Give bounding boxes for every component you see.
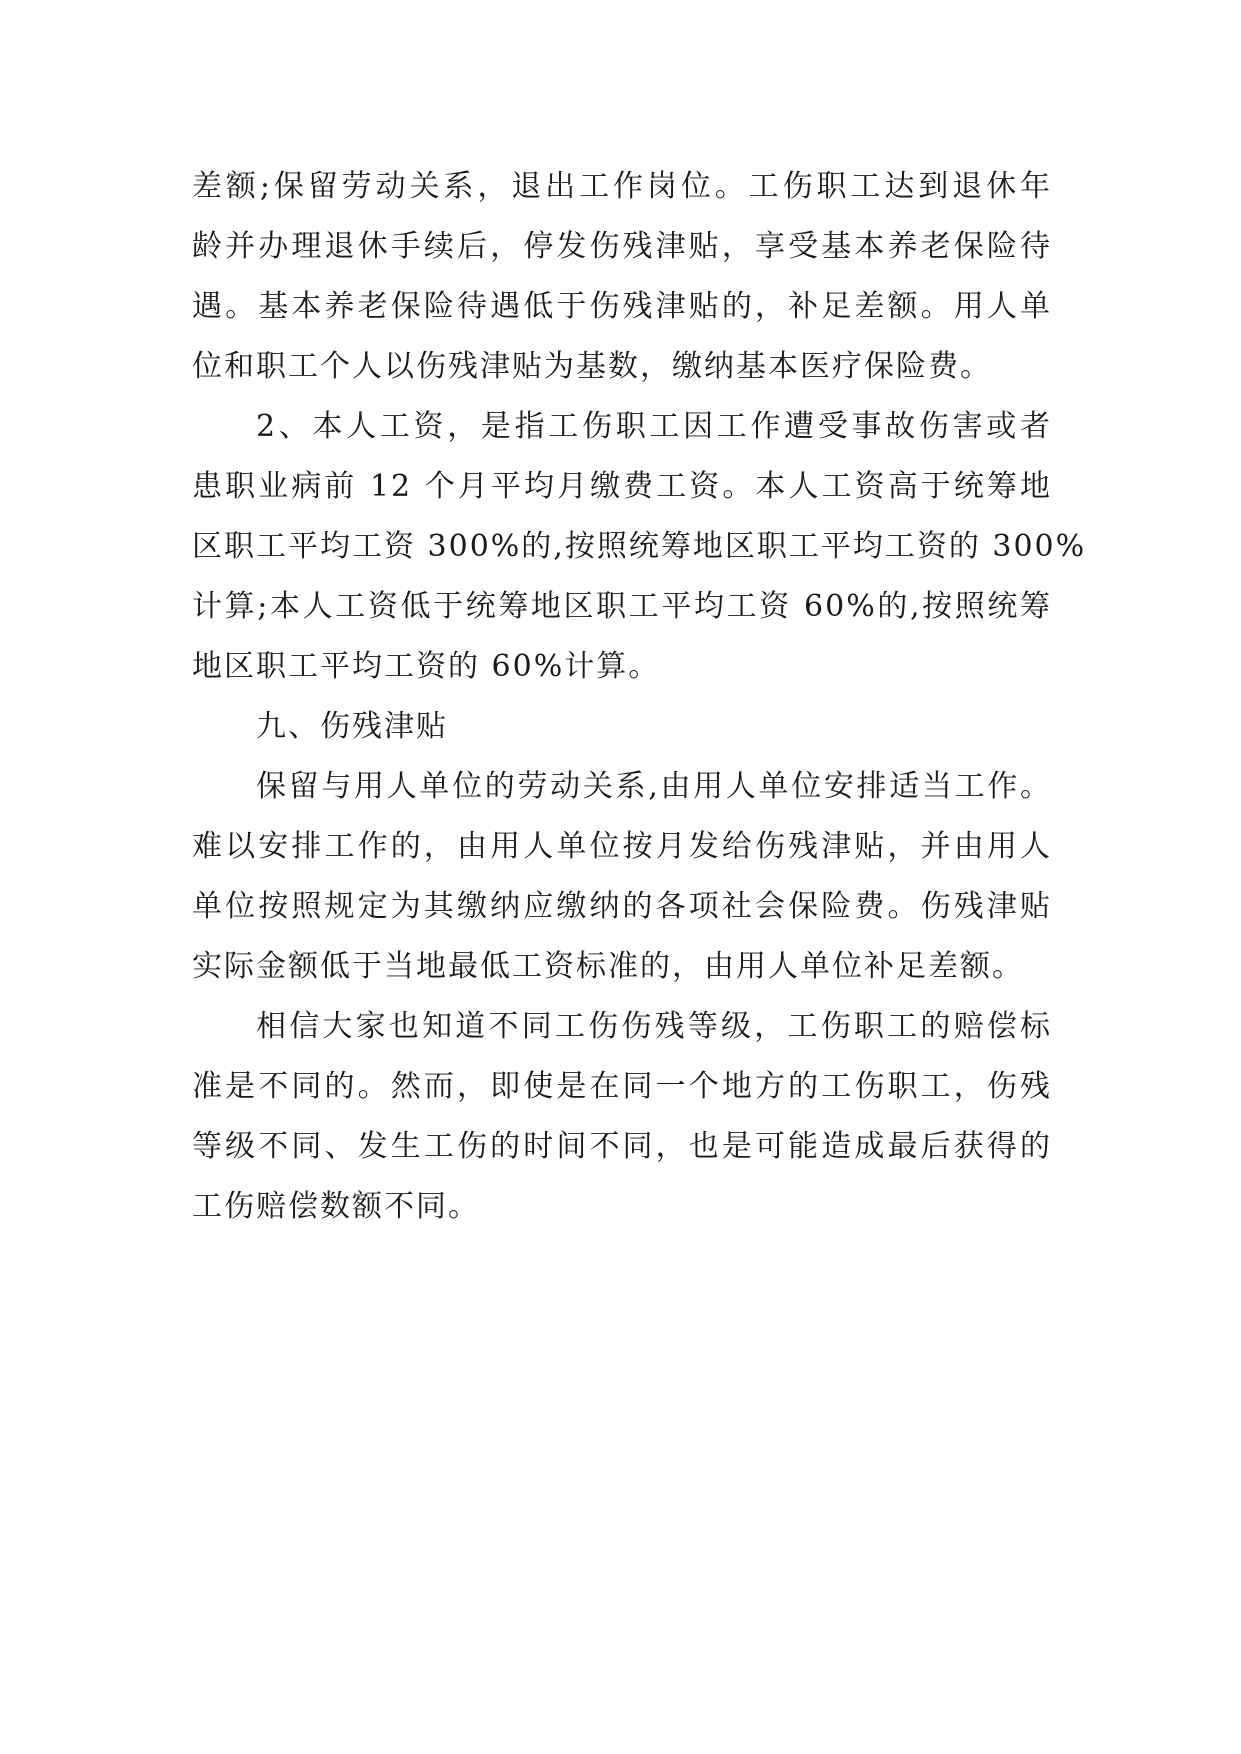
paragraph-line: 龄并办理退休手续后，停发伤残津贴，享受基本养老保险待 [192,229,1052,264]
paragraph-line: 2、本人工资，是指工伤职工因工作遭受事故伤害或者 [256,409,1052,444]
paragraph-line: 差额;保留劳动关系，退出工作岗位。工伤职工达到退休年 [192,169,1052,204]
section-heading: 九、伤残津贴 [256,709,448,744]
paragraph-line: 等级不同、发生工伤的时间不同，也是可能造成最后获得的 [192,1129,1052,1164]
document-body [192,157,1087,1237]
paragraph-line: 遇。基本养老保险待遇低于伤残津贴的，补足差额。用人单 [192,289,1052,324]
paragraph-line: 患职业病前 12 个月平均月缴费工资。本人工资高于统筹地 [192,469,1052,504]
paragraph-line: 地区职工平均工资的 60%计算。 [192,649,661,684]
paragraph-line: 相信大家也知道不同工伤伤残等级，工伤职工的赔偿标 [256,1009,1052,1044]
paragraph-line: 区职工平均工资 300%的,按照统筹地区职工平均工资的 300% [192,529,1087,564]
paragraph-line: 计算;本人工资低于统筹地区职工平均工资 60%的,按照统筹 [192,589,1052,624]
paragraph-line: 工伤赔偿数额不同。 [192,1189,480,1224]
paragraph-line: 保留与用人单位的劳动关系,由用人单位安排适当工作。 [256,769,1052,804]
paragraph-line: 实际金额低于当地最低工资标准的，由用人单位补足差额。 [192,949,1024,984]
paragraph-line: 难以安排工作的，由用人单位按月发给伤残津贴，并由用人 [192,829,1052,864]
paragraph-line: 位和职工个人以伤残津贴为基数，缴纳基本医疗保险费。 [192,349,992,384]
paragraph-line: 单位按照规定为其缴纳应缴纳的各项社会保险费。伤残津贴 [192,889,1052,924]
paragraph-line: 准是不同的。然而，即使是在同一个地方的工伤职工，伤残 [192,1069,1052,1104]
